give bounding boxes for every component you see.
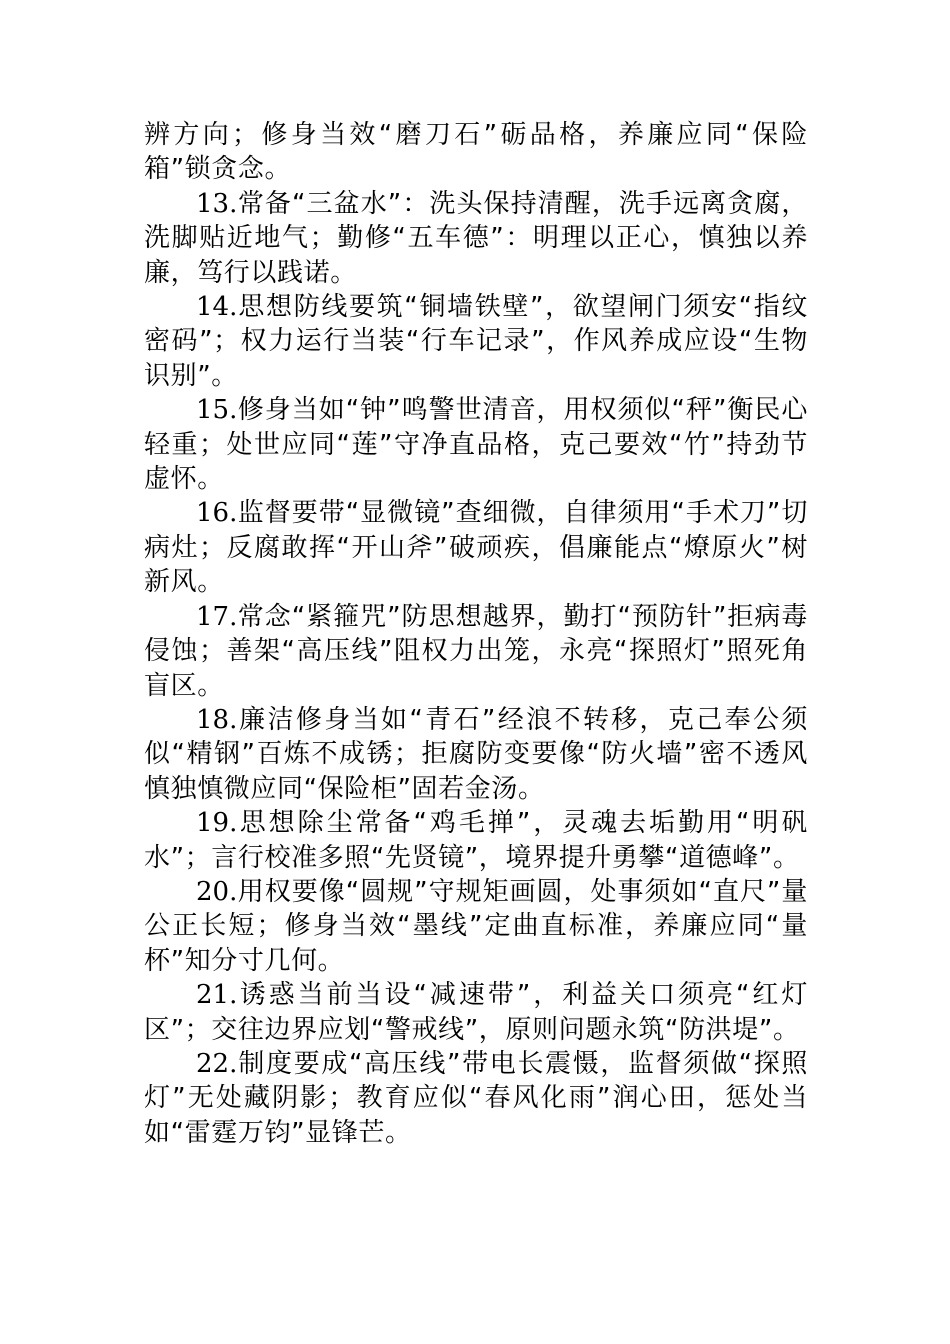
- paragraph-number: 21.: [196, 980, 238, 1011]
- paragraph-17: [144, 600, 808, 703]
- paragraph-text: 修身当如“钟”鸣警世清音，用权须似“秤”衡民心轻重；处世应同“莲”守净直品格，克己要效“竹”持劲节虚怀。: [144, 395, 808, 495]
- paragraph-continued: [144, 118, 808, 187]
- paragraph-number: 13.: [196, 188, 238, 219]
- paragraph-14: [144, 290, 808, 393]
- paragraph-text: 常备“三盆水”：洗头保持清醒，洗手远离贪腐，洗脚贴近地气；勤修“五车德”：明理以正心，慎独以养廉，笃行以践诺。: [144, 188, 808, 288]
- paragraph-22: [144, 1047, 808, 1150]
- paragraph-number: 14.: [196, 292, 238, 323]
- paragraph-number: 17.: [196, 601, 238, 632]
- document-body: [144, 118, 808, 1150]
- paragraph-number: 20.: [196, 876, 238, 907]
- paragraph-text: 监督要带“显微镜”查细微，自律须用“手术刀”切病灶；反腐敢挥“开山斧”破顽疾，倡廉能点“燎原火”树新风。: [144, 498, 808, 598]
- paragraph-21: [144, 978, 808, 1047]
- paragraph-number: 15.: [196, 395, 238, 426]
- paragraph-text: 常念“紧箍咒”防思想越界，勤打“预防针”拒病毒侵蚀；善架“高压线”阻权力出笼，永亮“探照灯”照死角盲区。: [144, 601, 808, 701]
- paragraph-text: 辨方向；修身当效“磨刀石”砺品格，养廉应同“保险箱”锁贪念。: [144, 120, 808, 185]
- paragraph-18: [144, 703, 808, 806]
- paragraph-number: 22.: [196, 1048, 238, 1079]
- paragraph-text: 用权要像“圆规”守规矩画圆，处事须如“直尺”量公正长短；修身当效“墨线”定曲直标准，养廉应同“量杯”知分寸几何。: [144, 876, 808, 976]
- paragraph-number: 19.: [196, 808, 238, 839]
- paragraph-13: [144, 187, 808, 290]
- paragraph-text: 思想除尘常备“鸡毛掸”，灵魂去垢勤用“明矾水”；言行校准多照“先贤镜”，境界提升勇攀“道德峰”。: [144, 808, 808, 873]
- paragraph-text: 廉洁修身当如“青石”经浪不转移，克己奉公须似“精钢”百炼不成锈；拒腐防变要像“防火墙”密不透风慎独慎微应同“保险柜”固若金汤。: [144, 704, 808, 804]
- paragraph-text: 诱惑当前当设“减速带”，利益关口须亮“红灯区”；交往边界应划“警戒线”，原则问题永筑“防洪堤”。: [144, 980, 808, 1045]
- paragraph-number: 18.: [196, 704, 238, 735]
- paragraph-19: [144, 806, 808, 875]
- paragraph-15: [144, 393, 808, 496]
- paragraph-20: [144, 875, 808, 978]
- paragraph-text: 制度要成“高压线”带电长震慑，监督须做“探照灯”无处藏阴影；教育应似“春风化雨”润心田，惩处当如“雷霆万钧”显锋芒。: [144, 1048, 808, 1148]
- paragraph-number: 16.: [196, 498, 238, 529]
- paragraph-text: 思想防线要筑“铜墙铁壁”，欲望闸门须安“指纹密码”；权力运行当装“行车记录”，作风养成应设“生物识别”。: [144, 292, 808, 391]
- paragraph-16: [144, 496, 808, 599]
